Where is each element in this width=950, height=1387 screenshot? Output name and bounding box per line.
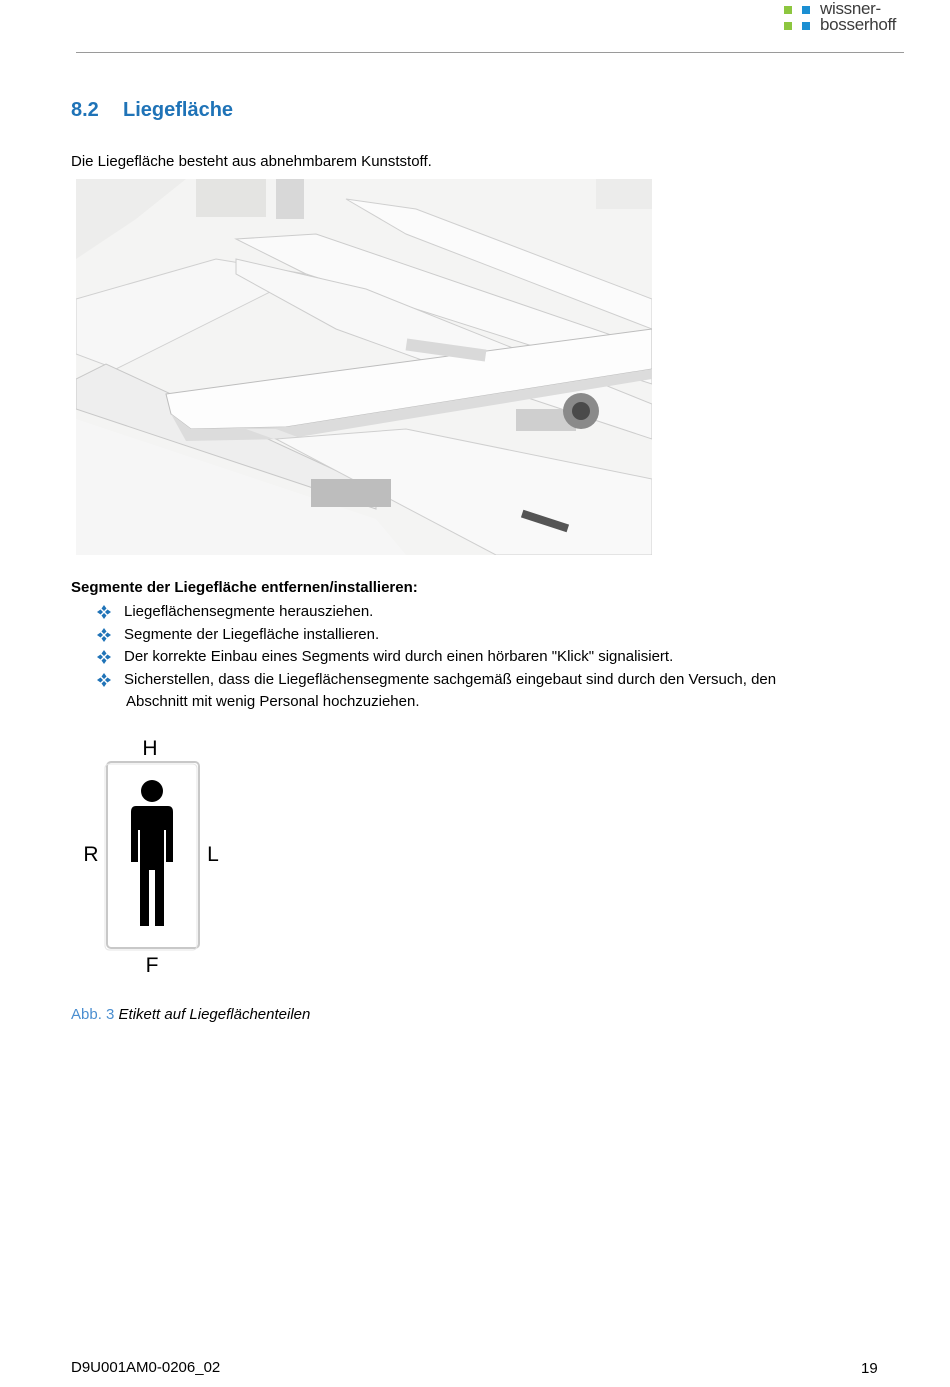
list-item-continuation: Abschnitt mit wenig Personal hochzuziehen. [126, 693, 420, 710]
list-item [96, 646, 856, 669]
logo-text-line2: bosserhoff [820, 15, 897, 34]
caption-text: Etikett auf Liegeflächenteilen [118, 1006, 311, 1023]
orientation-label-figure [78, 730, 228, 980]
logo-square-blue [802, 6, 810, 14]
bed-surface-illustration [76, 179, 652, 555]
instructions-list [96, 601, 856, 714]
left-side-label: L [207, 843, 219, 866]
section-heading [71, 99, 233, 122]
page-number: 19 [861, 1360, 878, 1377]
foot-label: F [145, 954, 159, 977]
diamond-bullet-icon [96, 627, 112, 643]
list-item-text: Segmente der Liegefläche installieren. [124, 625, 380, 643]
caption-number: Abb. 3 [71, 1006, 115, 1023]
company-logo [784, 0, 914, 40]
right-side-label: R [83, 843, 99, 866]
list-item-text: Liegeflächensegmente herausziehen. [124, 603, 374, 620]
section-title: Liegefläche [123, 99, 234, 121]
instructions-title: Segmente der Liegefläche entfernen/installieren: [71, 579, 418, 596]
bed-surface-photo [76, 179, 652, 555]
figure-caption [71, 1006, 310, 1023]
list-item [96, 601, 856, 624]
diamond-bullet-icon [96, 672, 112, 688]
logo-text-line1: wissner- [820, 0, 881, 18]
head-label: H [142, 737, 158, 760]
list-item-text: Sicherstellen, dass die Liegeflächensegmente sachgemäß eingebaut sind durch den Versuch, den [124, 670, 777, 688]
diamond-bullet-icon [96, 649, 112, 665]
section-number: 8.2 [71, 99, 99, 121]
list-item [96, 669, 856, 714]
document-id: D9U001AM0-0206_02 [71, 1359, 221, 1376]
header-divider [76, 52, 904, 53]
diamond-bullet-icon [96, 604, 112, 620]
logo-square-green [784, 6, 792, 14]
logo-square-blue [802, 22, 810, 30]
logo-square-green [784, 22, 792, 30]
intro-paragraph: Die Liegefläche besteht aus abnehmbarem Kunststoff. [71, 153, 432, 170]
list-item [96, 624, 856, 647]
list-item-text: Der korrekte Einbau eines Segments wird durch einen hörbaren "Klick" signalisiert. [124, 648, 674, 665]
